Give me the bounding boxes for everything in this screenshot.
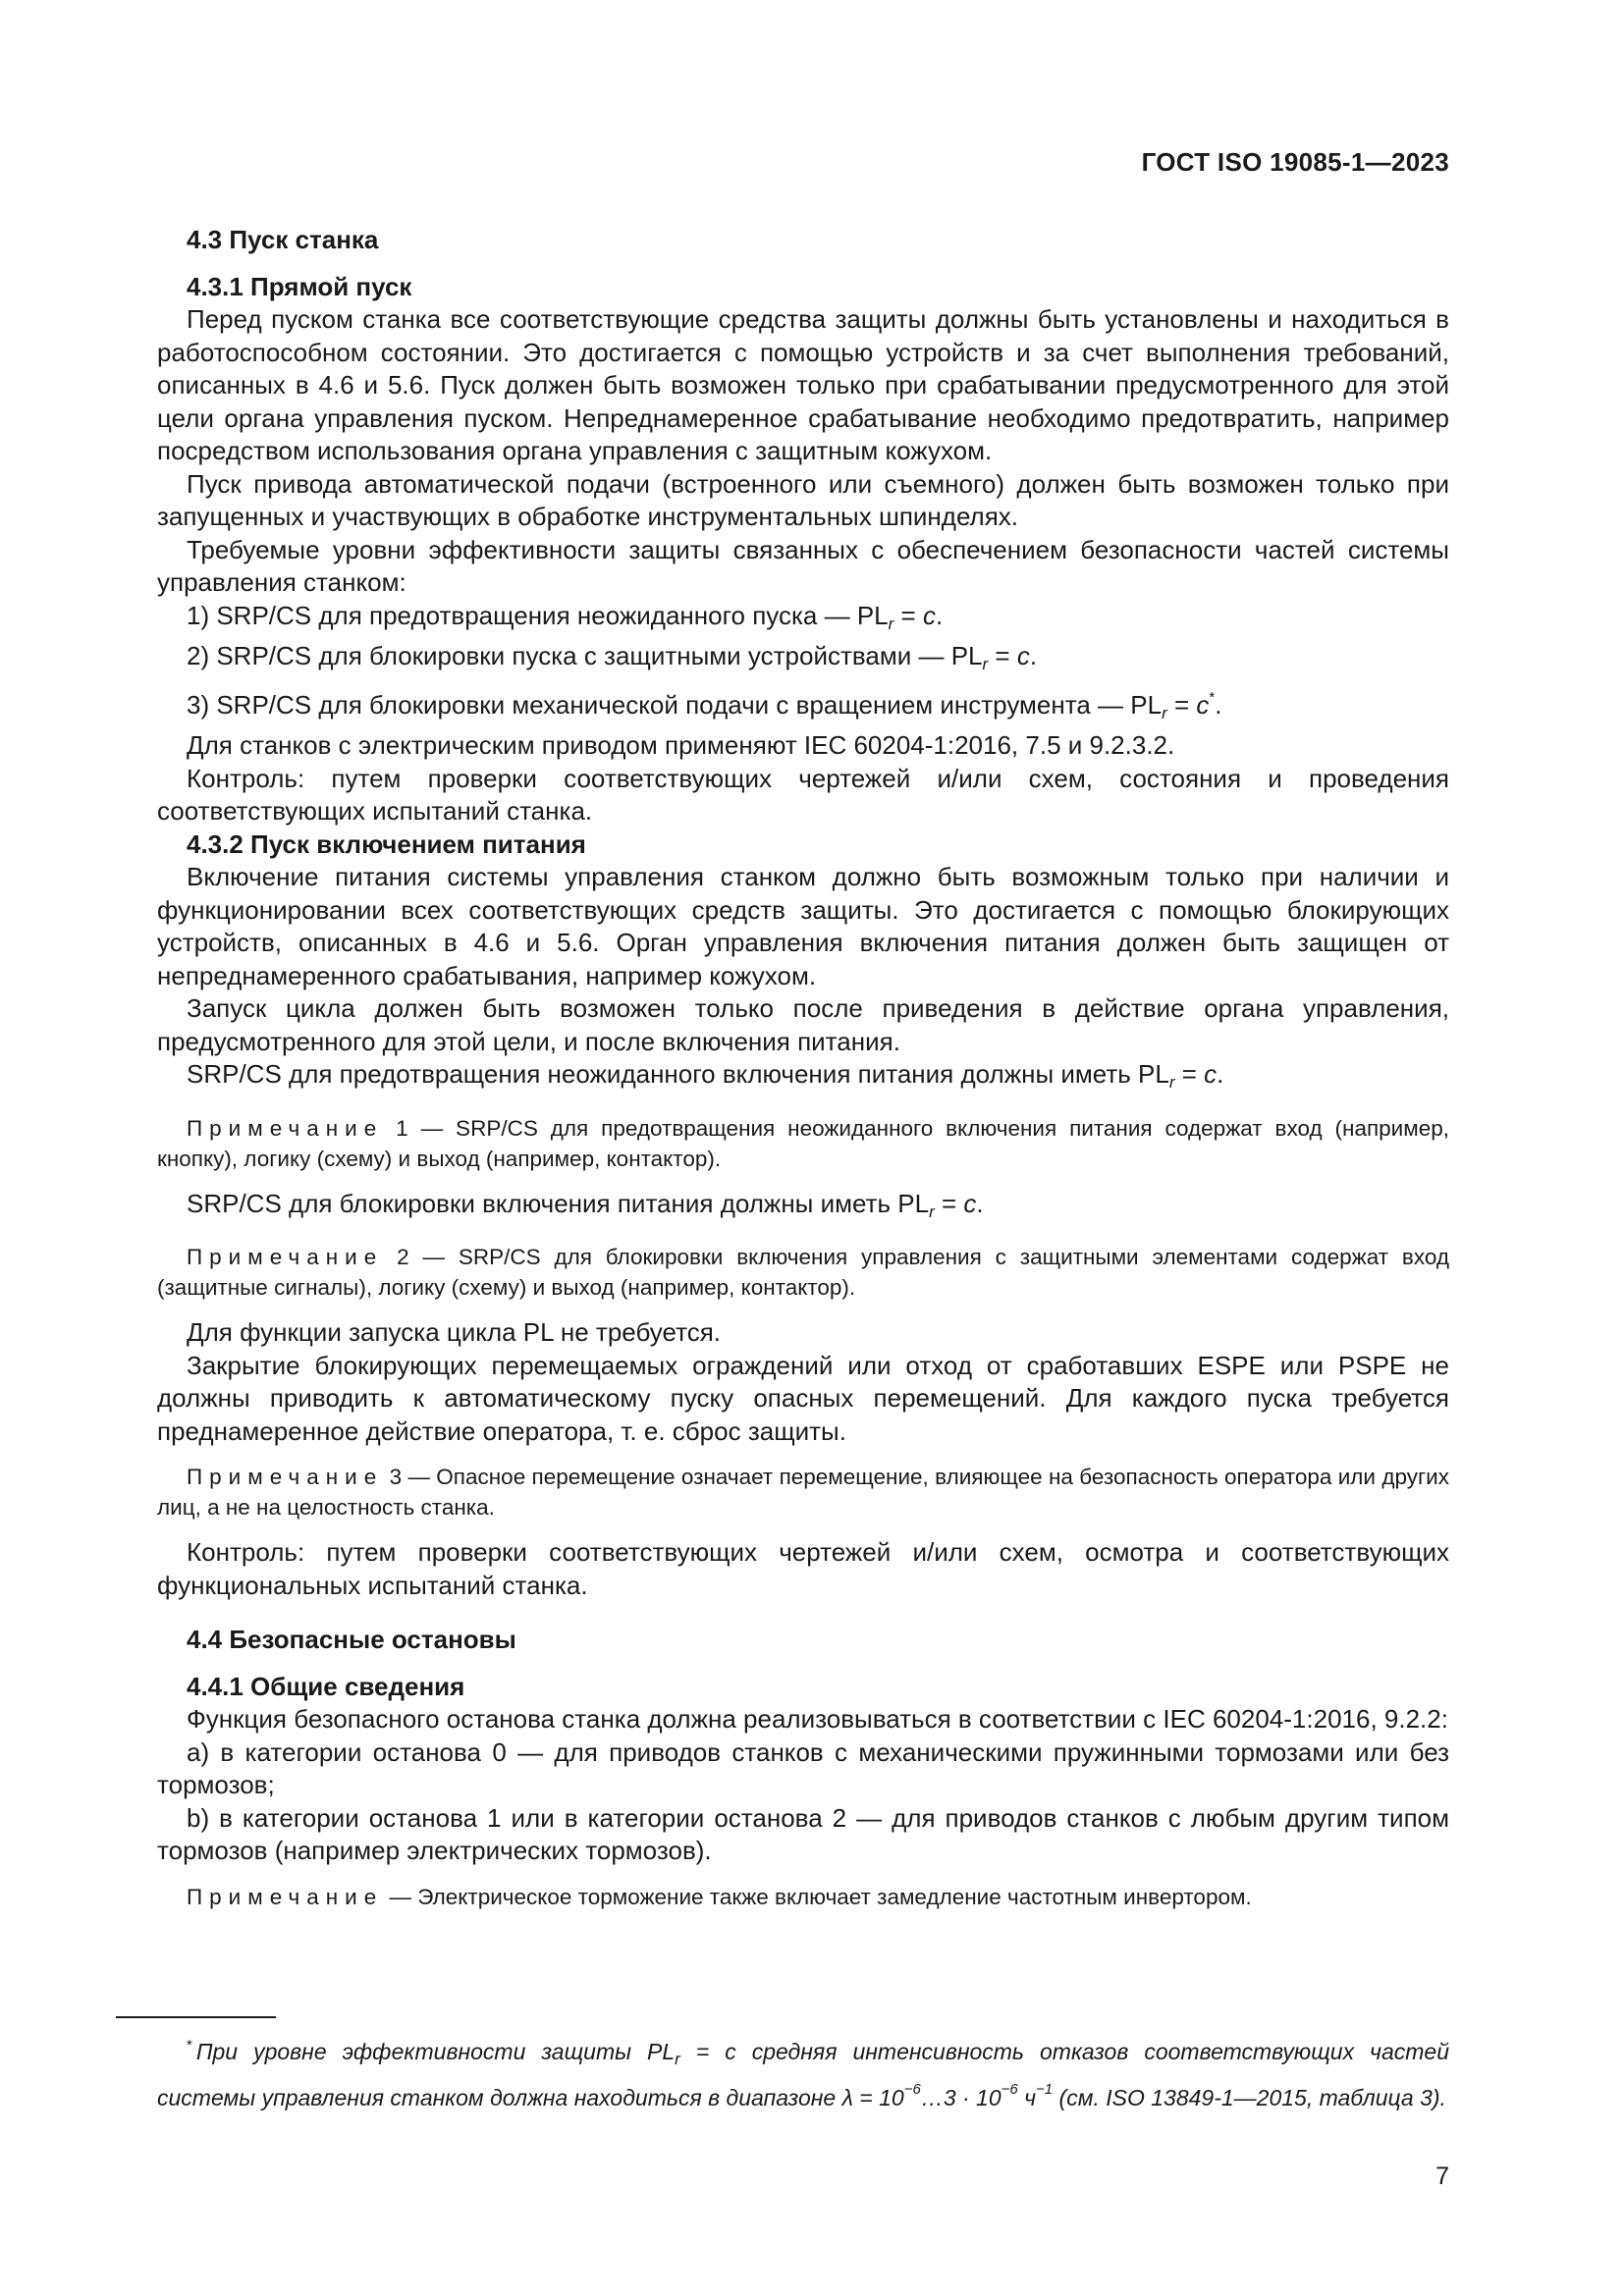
section-heading-4-3: 4.3 Пуск станка xyxy=(187,225,379,254)
paragraph: Закрытие блокирующих перемещаемых ограждений или отход от сработавших ESPE или PSPE не должны приводить к автоматическому пуску опасных перемещений. Для каждого пуска требуется преднамеренное действие оператора, т. е. сброс защиты. xyxy=(157,1350,1449,1446)
document-header: ГОСТ ISO 19085-1—2023 xyxy=(1141,147,1449,177)
note-4-4-1: Примечание — Электрическое торможение также включает замедление частотным инвертором. xyxy=(187,1884,1252,1909)
note-3: Примечание 3 — Опасное перемещение означает перемещение, влияющее на безопасность оператора или других лиц, а не на целостность станка. xyxy=(157,1465,1449,1520)
paragraph: Для станков с электрическим приводом применяют IEC 60204-1:2016, 7.5 и 9.2.3.2. xyxy=(187,730,1175,760)
list-item: 1) SRP/CS для предотвращения неожиданного пуска — $PL_r = c$. xyxy=(187,600,944,633)
footnote-marker: * xyxy=(1209,688,1216,706)
list-item: a) в категории останова 0 — для приводов станков с механическими пружинными тормозами или без тормозов; xyxy=(157,1736,1449,1799)
paragraph: Функция безопасного останова станка должна реализовываться в соответствии с IEC 60204-1:2016, 9.2.2: xyxy=(187,1704,1448,1734)
paragraph: Требуемые уровни эффективности защиты связанных с обеспечением безопасности частей системы управления станком: xyxy=(157,534,1449,597)
paragraph: Перед пуском станка все соответствующие средства защиты должны быть установлены и находиться в работоспособном состоянии. Это достигается с помощью устройств и за счет выполнения требований, описанных в 4.6 и 5.6. Пуск должен быть возможен только при срабатывании предусмотренного для этой цели органа управления пуском. Непреднамеренное срабатывание необходимо предотвратить, например посредством использования органа управления с защитным кожухом. xyxy=(157,304,1449,465)
footnote-divider xyxy=(116,2016,276,2018)
paragraph: Пуск привода автоматической подачи (встроенного или съемного) должен быть возможен только при запущенных и участвующих в обработке инструментальных шпинделях. xyxy=(157,468,1449,531)
subsection-heading-4-3-1: 4.3.1 Прямой пуск xyxy=(187,271,412,301)
note-2: Примечание 2 — SRP/CS для блокировки включения управления с защитными элементами содержат вход (защитные сигналы), логику (схему) и выход (например, контактор). xyxy=(157,1245,1449,1300)
page-number: 7 xyxy=(1435,2163,1449,2190)
list-item: b) в категории останова 1 или в категории останова 2 — для приводов станков с любым другим типом тормозов (например электрических тормозов). xyxy=(157,1802,1449,1865)
paragraph: Запуск цикла должен быть возможен только после приведения в действие органа управления, предусмотренного для этой цели, и после включения питания. xyxy=(157,993,1449,1056)
requirement: SRP/CS для предотвращения неожиданного включения питания должны иметь $PL_r = c$. xyxy=(187,1059,1224,1092)
subsection-heading-4-4-1: 4.4.1 Общие сведения xyxy=(187,1671,465,1701)
paragraph: Включение питания системы управления станком должно быть возможным только при наличии и функционировании всех соответствующих средств защиты. Это достигается с помощью блокирующих устройств, описанных в 4.6 и 5.6. Орган управления включения питания должен быть защищен от непреднамеренного срабатывания, например кожухом. xyxy=(157,862,1449,990)
paragraph: Контроль: путем проверки соответствующих чертежей и/или схем, состояния и проведения соответствующих испытаний станка. xyxy=(157,763,1449,826)
paragraph: Контроль: путем проверки соответствующих чертежей и/или схем, осмотра и соответствующих функциональных испытаний станка. xyxy=(157,1537,1449,1600)
paragraph: Для функции запуска цикла PL не требуется. xyxy=(187,1317,721,1347)
section-heading-4-4: 4.4 Безопасные остановы xyxy=(187,1625,516,1654)
subsection-heading-4-3-2: 4.3.2 Пуск включением питания xyxy=(187,828,586,859)
list-item: 3) SRP/CS для блокировки механической подачи с вращением инструмента — $PL_r = c^*$. xyxy=(187,688,1222,722)
note-1: Примечание 1 — SRP/CS для предотвращения неожиданного включения питания содержат вход (например, кнопку), логику (схему) и выход (например, контактор). xyxy=(157,1115,1449,1171)
page-content xyxy=(157,224,1449,1912)
footnote: * При уровне эффективности защиты $PL_r = c$ средняя интенсивность отказов соответствующих частей системы управления станком должна находиться в диапазоне $\lambda = 10^{-6}\dots 3 \cdot 10^{-6}$ $ч^{-1}$ (см. ISO 13849-1—2015, таблица 3). xyxy=(157,2037,1449,2110)
list-item: 2) SRP/CS для блокировки пуска с защитными устройствами — $PL_r = c$. xyxy=(187,641,1038,673)
requirement: SRP/CS для блокировки включения питания должны иметь $PL_r = c$. xyxy=(187,1188,984,1221)
